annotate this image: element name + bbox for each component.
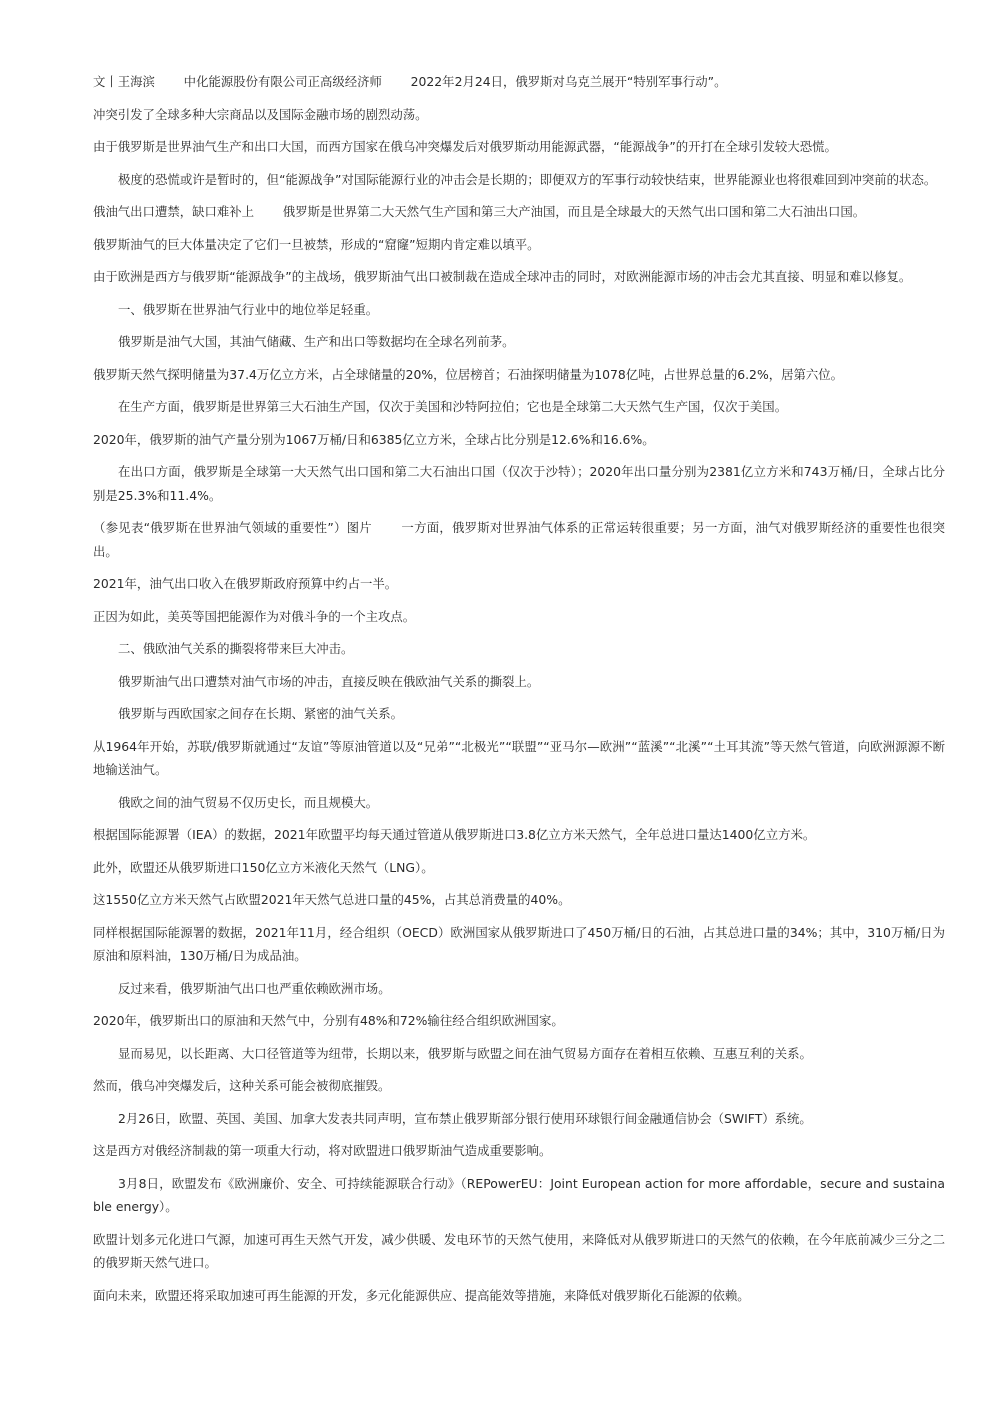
paragraph-10: 俄罗斯天然气探明储量为37.4万亿立方米，占全球储量的20%，位居榜首；石油探明储量为1078亿吨，占世界总量的6.2%，居第六位。 (93, 366, 844, 382)
paragraph-1: 文丨王海滨 中化能源股份有限公司正高级经济师 2022年2月24日，俄罗斯对乌克兰展开“特别军事行动”。 (93, 74, 727, 89)
paragraph-2: 冲突引发了全球多种大宗商品以及国际金融市场的剧烈动荡。 (93, 106, 428, 122)
paragraph-3: 由于俄罗斯是世界油气生产和出口大国，而西方国家在俄乌冲突爆发后对俄罗斯动用能源武器，“能源战争”的开打在全球引发较大恐慌。 (93, 139, 837, 154)
paragraph-32: 3月8日，欧盟发布《欧洲廉价、安全、可持续能源联合行动》（REPowerEU：Joint European action for more affordable，secure and sustainable energy）。 (93, 1175, 945, 1214)
section-heading-1: 一、俄罗斯在世界油气行业中的地位举足轻重。 (118, 301, 379, 317)
paragraph-7: 由于欧洲是西方与俄罗斯“能源战争”的主战场，俄罗斯油气出口被制裁在造成全球冲击的同时，对欧洲能源市场的冲击会尤其直接、明显和难以修复。 (93, 269, 912, 284)
paragraph-23: 此外，欧盟还从俄罗斯进口150亿立方米液化天然气（LNG）。 (93, 859, 434, 875)
paragraph-33: 欧盟计划多元化进口气源，加速可再生天然气开发，减少供暖、发电环节的天然气使用，来降低对从俄罗斯进口的天然气的依赖，在今年底前减少三分之二的俄罗斯天然气进口。 (93, 1231, 945, 1270)
section-heading-2: 二、俄欧油气关系的撕裂将带来巨大冲击。 (118, 641, 354, 656)
paragraph-12: 2020年，俄罗斯的油气产量分别为1067万桶/日和6385亿立方米，全球占比分别是12.6%和16.6%。 (93, 431, 655, 447)
paragraph-34: 面向未来，欧盟还将采取加速可再生能源的开发，多元化能源供应、提高能效等措施，来降低对俄罗斯化石能源的依赖。 (93, 1287, 750, 1303)
paragraph-13: 在出口方面，俄罗斯是全球第一大天然气出口国和第二大石油出口国（仅次于沙特）；2020年出口量分别为2381亿立方米和743万桶/日，全球占比分别是25.3%和11.4%。 (93, 464, 945, 503)
paragraph-31: 这是西方对俄经济制裁的第一项重大行动，将对欧盟进口俄罗斯油气造成重要影响。 (93, 1143, 552, 1158)
paragraph-9: 俄罗斯是油气大国，其油气储藏、生产和出口等数据均在全球名列前茅。 (118, 334, 515, 349)
paragraph-11: 在生产方面，俄罗斯是世界第三大石油生产国，仅次于美国和沙特阿拉伯；它也是全球第二大天然气生产国，仅次于美国。 (118, 399, 788, 414)
paragraph-14: （参见表“俄罗斯在世界油气领域的重要性”）图片 一方面，俄罗斯对世界油气体系的正常运转很重要；另一方面，油气对俄罗斯经济的重要性也很突出。 (93, 520, 945, 559)
paragraph-4: 极度的恐慌或许是暂时的，但“能源战争”对国际能源行业的冲击会是长期的；即便双方的军事行动较快结束，世界能源业也将很难回到冲突前的状态。 (118, 171, 937, 187)
paragraph-27: 2020年，俄罗斯出口的原油和天然气中，分别有48%和72%输往经合组织欧洲国家。 (93, 1013, 564, 1028)
paragraph-21: 俄欧之间的油气贸易不仅历史长，而且规模大。 (118, 794, 379, 810)
paragraph-6: 俄罗斯油气的巨大体量决定了它们一旦被禁，形成的“窟窿”短期内肯定难以填平。 (93, 236, 540, 252)
article-body (93, 70, 945, 1316)
paragraph-18: 俄罗斯油气出口遭禁对油气市场的冲击，直接反映在俄欧油气关系的撕裂上。 (118, 673, 540, 689)
paragraph-22: 根据国际能源署（IEA）的数据，2021年欧盟平均每天通过管道从俄罗斯进口3.8亿立方米天然气，全年总进口量达1400亿立方米。 (93, 827, 816, 842)
paragraph-16: 正因为如此，美英等国把能源作为对俄斗争的一个主攻点。 (93, 608, 416, 624)
paragraph-5: 俄油气出口遭禁，缺口难补上 俄罗斯是世界第二大天然气生产国和第三大产油国，而且是全球最大的天然气出口国和第二大石油出口国。 (93, 204, 866, 219)
paragraph-28: 显而易见，以长距离、大口径管道等为纽带，长期以来，俄罗斯与欧盟之间在油气贸易方面存在着相互依赖、互惠互利的关系。 (118, 1045, 812, 1061)
paragraph-29: 然而，俄乌冲突爆发后，这种关系可能会被彻底摧毁。 (93, 1078, 391, 1093)
paragraph-20: 从1964年开始，苏联/俄罗斯就通过“友谊”等原油管道以及“兄弟”“北极光”“联盟”“亚马尔—欧洲”“蓝溪”“北溪”“土耳其流”等天然气管道，向欧洲源源不断地输送油气。 (93, 738, 945, 777)
paragraph-24: 这1550亿立方米天然气占欧盟2021年天然气总进口量的45%，占其总消费量的40%。 (93, 892, 571, 907)
paragraph-30: 2月26日，欧盟、英国、美国、加拿大发表共同声明，宣布禁止俄罗斯部分银行使用环球银行间金融通信协会（SWIFT）系统。 (118, 1110, 812, 1126)
paragraph-25: 同样根据国际能源署的数据，2021年11月，经合组织（OECD）欧洲国家从俄罗斯进口了450万桶/日的石油，占其总进口量的34%；其中，310万桶/日为原油和原料油，130万桶/日为成品油。 (93, 924, 945, 963)
paragraph-19: 俄罗斯与西欧国家之间存在长期、紧密的油气关系。 (118, 706, 403, 721)
paragraph-15: 2021年，油气出口收入在俄罗斯政府预算中约占一半。 (93, 576, 398, 591)
paragraph-26: 反过来看，俄罗斯油气出口也严重依赖欧洲市场。 (118, 980, 391, 996)
